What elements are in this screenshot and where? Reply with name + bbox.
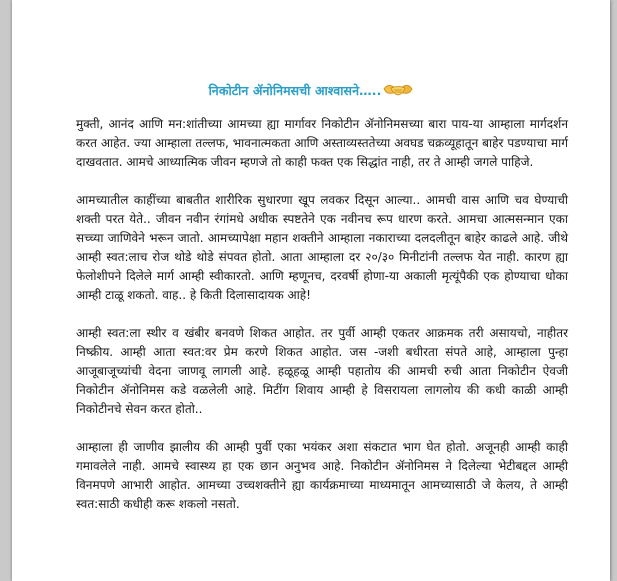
- title-row: [12, 80, 610, 100]
- paragraph-4: आम्हाला ही जाणीव झालीय की आम्ही पुर्वी एका भयंकर अशा संकटात भाग घेत होतो. अजूनही आम्ही काही गमावलेले नाही. आमचे स्वास्थ्य हा एक छान अनुभव आहे. निकोटीन ॲनोनिमस ने दिलेल्या भेटीबद्दल आम्ही विनमपणे आभारी आहोत. आमच्या उच्चशक्तीने ह्या कार्यक्रमाच्या माध्यमातून आमच्यासाठी जे केलय, ते आम्ही स्वत:साठी कधीही करू शकलो नसतो.: [76, 440, 568, 511]
- paragraph-3: आम्ही स्वत:ला स्थीर व खंबीर बनवणे शिकत आहोत. तर पुर्वी आम्ही एकतर आक्रमक तरी असायचो, नाहीतर निष्क्रीय. आम्ही आता स्वत:वर प्रेम करणे शिकत आहोत. जस -जशी बधीरता संपते आहे, आम्हाला पुन्हा आजूबाजूच्यांची वेदना जाणवू लागली आहे. हळूहळू आम्ही पहातोय की आमची रुची आता निकोटीन ऐवजी निकोटीन ॲनोनिमस कडे वळलेली आहे. मिटींग शिवाय आम्ही हे विसरायला लागलोय की कधी काळी आम्ही निकोटीनचे सेवन करत होतो..: [76, 326, 568, 416]
- document-body: [76, 115, 568, 533]
- handshake-icon: [383, 80, 413, 100]
- paragraph-2: आमच्यातील काहींच्या बाबतीत शारीरिक सुधारणा खूप लवकर दिसून आल्या.. आमची वास आणि चव घेण्याची शक्ती परत येते.. जीवन नवीन रंगांमधे अधीक स्पष्टतेने एक नवीनच रूप धारण करते. आमचा आत्मसन्मान एका सच्च्या जाणिवेने भरून जातो. आमच्यापेक्षा महान शक्तीने आम्हाला नकाराच्या दलदलीतून बाहेर काढले आहे. जीथे आम्ही स्वत:लाच रोज थोडे थोडे संपवत होतो. आता आम्हाला दर २०/३० मिनीटांनी तल्लफ येत नाही. कारण ह्या फेलोशीपने दिलेले मार्ग आम्ही स्वीकारतो. आणि म्हणूनच, दरवर्षी होणा-या अकाली मृत्यूंपैकी एक होण्याचा धोका आम्ही टाळू शकतो. वाह.. हे किती दिलासादायक आहे!: [76, 193, 568, 302]
- paragraph-1: मुक्ती, आनंद आणि मन:शांतीच्या आमच्या ह्या मार्गावर निकोटीन ॲनोनिमसच्या बारा पाय-या आम्हाला मार्गदर्शन करत आहेत. ज्या आम्हाला तल्लफ, भावनात्मकता आणि अस्ताव्यस्ततेच्या अवघड चक्रव्यूहातून बाहेर पडण्याचा मार्ग दाखवतात. आमचे आध्यात्मिक जीवन म्हणजे तो काही फक्त एक सिद्धांत नाही, तर ते आम्ही जगले पाहिजे.: [76, 117, 568, 169]
- document-page: [12, 0, 610, 581]
- document-title: निकोटीन ॲनोनिमसची आश्वासने…..: [208, 83, 382, 98]
